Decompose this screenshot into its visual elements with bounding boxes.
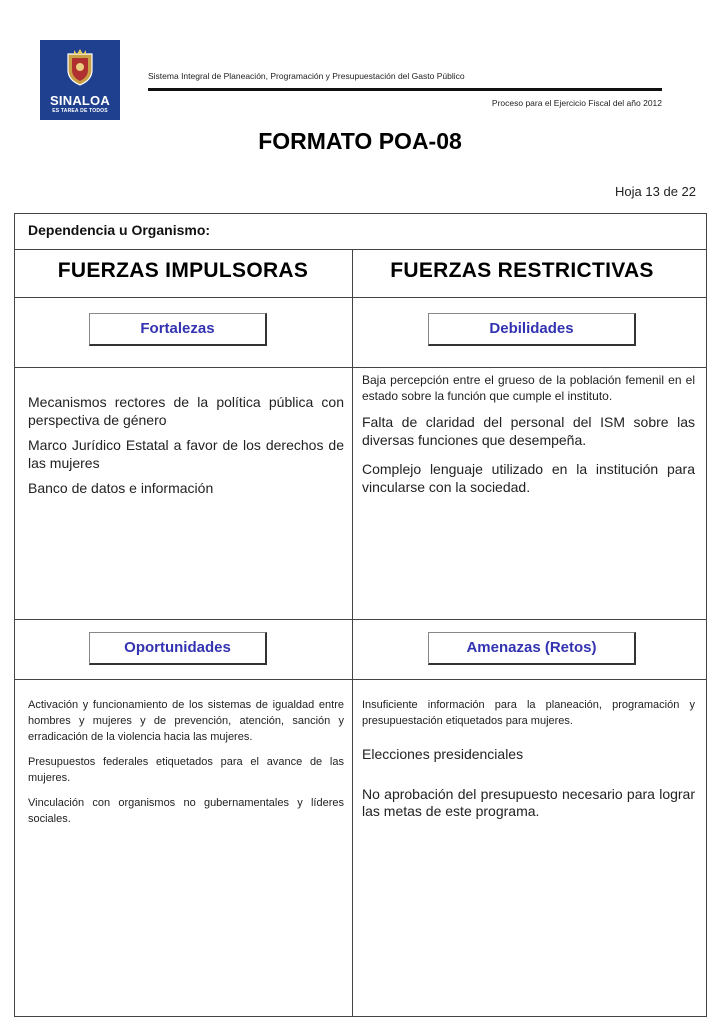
dependency-label: Dependencia u Organismo: bbox=[28, 222, 211, 238]
debilidades-content bbox=[362, 372, 695, 496]
list-item: Mecanismos rectores de la política pública con perspectiva de género bbox=[28, 394, 344, 428]
heading-fuerzas-restrictivas: FUERZAS RESTRICTIVAS bbox=[390, 259, 654, 282]
list-item: Banco de datos e información bbox=[28, 480, 214, 496]
fortalezas-label: Fortalezas bbox=[89, 313, 267, 346]
list-item: Falta de claridad del personal del ISM sobre las diversas funciones que desempeña. bbox=[362, 414, 695, 448]
list-item: Vinculación con organismos no gubernamentales y líderes sociales. bbox=[28, 797, 344, 825]
logo-name: SINALOA bbox=[50, 93, 110, 108]
header-divider bbox=[148, 88, 662, 91]
list-item: Insuficiente información para la planeación, programación y presupuestación etiquetados para mujeres. bbox=[362, 699, 695, 727]
amenazas-content bbox=[362, 697, 695, 821]
sinaloa-logo bbox=[40, 40, 120, 120]
divider bbox=[14, 297, 707, 298]
heading-fuerzas-impulsoras: FUERZAS IMPULSORAS bbox=[57, 259, 309, 282]
system-title: Sistema Integral de Planeación, Programación y Presupuestación del Gasto Público bbox=[148, 71, 465, 81]
divider bbox=[14, 679, 707, 680]
list-item: Elecciones presidenciales bbox=[362, 746, 524, 762]
amenazas-label: Amenazas (Retos) bbox=[428, 632, 636, 665]
debilidades-label: Debilidades bbox=[428, 313, 636, 346]
list-item: Presupuestos federales etiquetados para el avance de las mujeres. bbox=[28, 756, 344, 784]
list-item: Marco Jurídico Estatal a favor de los derechos de las mujeres bbox=[28, 437, 344, 471]
coat-of-arms-icon bbox=[64, 48, 96, 86]
sheet-number: Hoja 13 de 22 bbox=[615, 184, 696, 199]
list-item: Activación y funcionamiento de los sistemas de igualdad entre hombres y mujeres y de prevención, atención, sanción y erradicación de la violencia hacia las mujeres. bbox=[28, 699, 344, 743]
column-divider bbox=[352, 249, 353, 1017]
list-item: No aprobación del presupuesto necesario para lograr las metas de este programa. bbox=[362, 785, 695, 819]
oportunidades-label: Oportunidades bbox=[89, 632, 267, 665]
divider bbox=[14, 619, 707, 620]
form-title: FORMATO POA-08 bbox=[258, 128, 462, 154]
divider bbox=[14, 367, 707, 368]
divider bbox=[14, 249, 707, 250]
logo-tagline: ES TAREA DE TODOS bbox=[52, 108, 108, 114]
fortalezas-content bbox=[28, 394, 344, 498]
oportunidades-content bbox=[28, 697, 344, 827]
list-item: Complejo lenguaje utilizado en la institución para vincularse con la sociedad. bbox=[362, 461, 695, 495]
process-title: Proceso para el Ejercicio Fiscal del año 2012 bbox=[491, 98, 662, 108]
list-item: Baja percepción entre el grueso de la población femenil en el estado sobre la función que cumple el instituto. bbox=[362, 373, 695, 403]
